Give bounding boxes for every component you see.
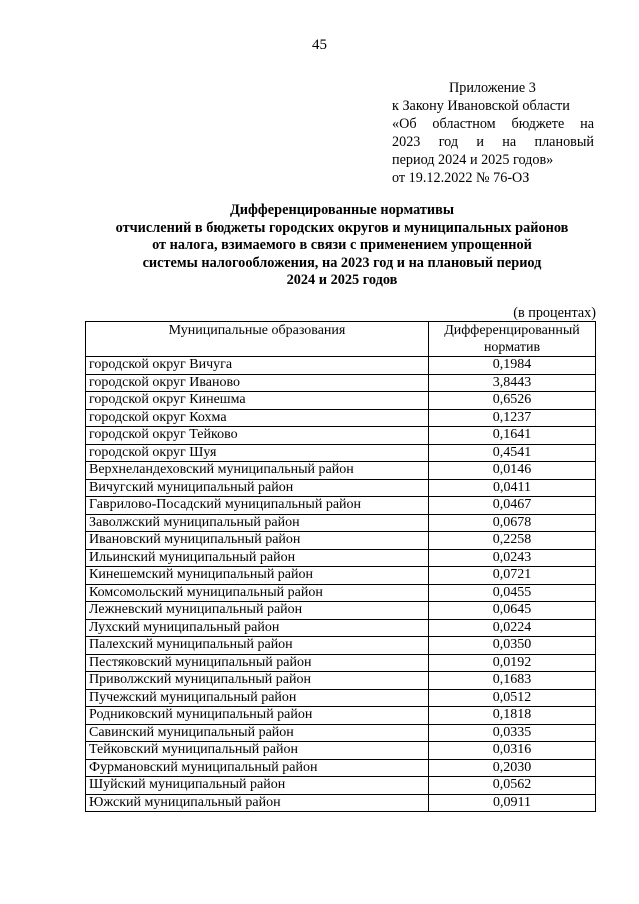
norm-value: 0,0562 [429, 777, 596, 795]
norm-value: 0,4541 [429, 444, 596, 462]
municipality-name: Палехский муниципальный район [86, 637, 429, 655]
norm-value: 0,0467 [429, 497, 596, 515]
municipality-name: Заволжский муниципальный район [86, 514, 429, 532]
norms-table [85, 321, 596, 812]
appendix-line: период 2024 и 2025 годов» [392, 152, 554, 168]
norm-value: 0,0411 [429, 479, 596, 497]
municipality-name: Комсомольский муниципальный район [86, 584, 429, 602]
table-row [86, 794, 596, 812]
table-row [86, 392, 596, 410]
norm-value: 0,0192 [429, 654, 596, 672]
table-row [86, 357, 596, 375]
municipality-name: городской округ Кинешма [86, 392, 429, 410]
table-row [86, 672, 596, 690]
title-line: 2024 и 2025 годов [286, 272, 398, 289]
municipality-name: Родниковский муниципальный район [86, 707, 429, 725]
norm-value: 0,6526 [429, 392, 596, 410]
municipality-name: городской округ Тейково [86, 427, 429, 445]
municipality-name: Гаврилово-Посадский муниципальный район [86, 497, 429, 515]
municipality-name: Пестяковский муниципальный район [86, 654, 429, 672]
norm-value: 0,0243 [429, 549, 596, 567]
municipality-name: Тейковский муниципальный район [86, 742, 429, 760]
norm-value: 0,1237 [429, 409, 596, 427]
unit-note: (в процентах) [513, 305, 596, 321]
appendix-block [392, 79, 594, 187]
table-row [86, 707, 596, 725]
norm-value: 0,0146 [429, 462, 596, 480]
appendix-line: 2023 год и на плановый [392, 134, 594, 150]
table-row [86, 479, 596, 497]
norm-value: 0,1641 [429, 427, 596, 445]
appendix-line: к Закону Ивановской области [392, 98, 570, 114]
municipality-name: Ивановский муниципальный район [86, 532, 429, 550]
municipality-name: Вичугский муниципальный район [86, 479, 429, 497]
table-row [86, 724, 596, 742]
table-row [86, 462, 596, 480]
header-norm: Дифференцированный норматив [429, 322, 596, 357]
table-row [86, 759, 596, 777]
table-row [86, 619, 596, 637]
municipality-name: Савинский муниципальный район [86, 724, 429, 742]
municipality-name: Приволжский муниципальный район [86, 672, 429, 690]
table-body [86, 357, 596, 812]
table-row [86, 742, 596, 760]
table-row [86, 689, 596, 707]
table-row [86, 409, 596, 427]
municipality-name: городской округ Вичуга [86, 357, 429, 375]
title-line: отчислений в бюджеты городских округов и муниципальных районов [115, 219, 569, 236]
norm-value: 0,1683 [429, 672, 596, 690]
municipality-name: городской округ Шуя [86, 444, 429, 462]
table-row [86, 532, 596, 550]
appendix-line: от 19.12.2022 № 76-ОЗ [392, 170, 530, 186]
norm-value: 0,2030 [429, 759, 596, 777]
norm-value: 0,0512 [429, 689, 596, 707]
municipality-name: городской округ Иваново [86, 374, 429, 392]
title-line: системы налогообложения, на 2023 год и на плановый период [142, 254, 542, 271]
title-line: Дифференцированные нормативы [229, 202, 455, 218]
table-row [86, 567, 596, 585]
header-municipality: Муниципальные образования [86, 322, 429, 357]
norm-value: 0,0678 [429, 514, 596, 532]
table-header-row [86, 322, 596, 357]
table-row [86, 374, 596, 392]
municipality-name: городской округ Кохма [86, 409, 429, 427]
page-number: 45 [312, 37, 327, 53]
municipality-name: Кинешемский муниципальный район [86, 567, 429, 585]
table-row [86, 637, 596, 655]
norm-value: 0,0455 [429, 584, 596, 602]
document-title [86, 202, 598, 290]
table-row [86, 497, 596, 515]
municipality-name: Ильинский муниципальный район [86, 549, 429, 567]
norm-value: 0,1984 [429, 357, 596, 375]
norm-value: 0,0721 [429, 567, 596, 585]
appendix-line: «Об областном бюджете на [392, 116, 594, 132]
norm-value: 0,0350 [429, 637, 596, 655]
table-row [86, 549, 596, 567]
table-row [86, 514, 596, 532]
municipality-name: Шуйский муниципальный район [86, 777, 429, 795]
norm-value: 0,0316 [429, 742, 596, 760]
municipality-name: Верхнеландеховский муниципальный район [86, 462, 429, 480]
table-row [86, 427, 596, 445]
norm-value: 0,0645 [429, 602, 596, 620]
title-line: от налога, взимаемого в связи с применением упрощенной [152, 237, 532, 254]
norm-value: 0,2258 [429, 532, 596, 550]
norm-value: 0,1818 [429, 707, 596, 725]
table-row [86, 584, 596, 602]
appendix-line: Приложение 3 [449, 80, 536, 96]
norm-value: 3,8443 [429, 374, 596, 392]
table-row [86, 444, 596, 462]
municipality-name: Южский муниципальный район [86, 794, 429, 812]
norm-value: 0,0335 [429, 724, 596, 742]
municipality-name: Пучежский муниципальный район [86, 689, 429, 707]
norm-value: 0,0224 [429, 619, 596, 637]
norm-value: 0,0911 [429, 794, 596, 812]
municipality-name: Лежневский муниципальный район [86, 602, 429, 620]
table-row [86, 654, 596, 672]
municipality-name: Фурмановский муниципальный район [86, 759, 429, 777]
municipality-name: Лухский муниципальный район [86, 619, 429, 637]
table-row [86, 777, 596, 795]
table-row [86, 602, 596, 620]
